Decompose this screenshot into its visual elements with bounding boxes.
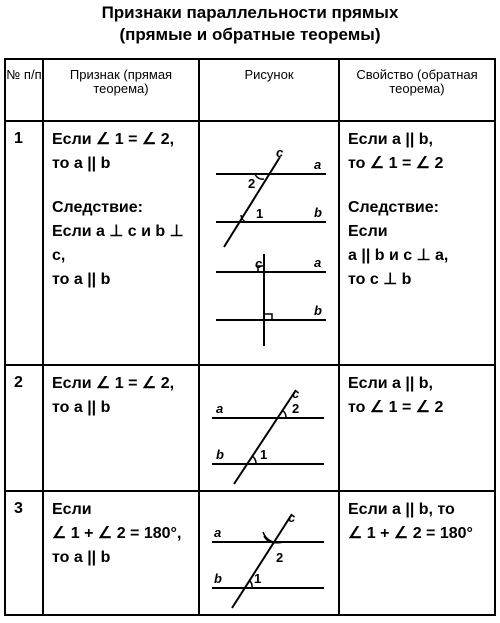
page-subtitle: (прямые и обратные теоремы) (119, 25, 381, 44)
label-a: a (216, 401, 224, 416)
header-figure: Рисунок (199, 59, 339, 121)
table-row (5, 491, 495, 615)
row-number: 2 (5, 365, 43, 491)
figure-3 (200, 492, 340, 612)
angle-1-label: 1 (260, 447, 268, 462)
figure-cell (199, 491, 339, 615)
sign-cell (43, 491, 199, 615)
label-c: c (292, 386, 300, 401)
sign-line: то a || b (52, 549, 111, 566)
angle-2-label: 2 (292, 401, 300, 416)
label-b: b (314, 303, 322, 318)
header-row (5, 59, 495, 121)
property-line: Если a || b, (348, 131, 433, 148)
angle-1-label: 1 (256, 206, 264, 221)
sign-line: ∠ 1 + ∠ 2 = 180°, (52, 525, 182, 542)
label-c: c (255, 256, 263, 271)
angle-2-label: 2 (248, 176, 256, 191)
sign-cell (43, 365, 199, 491)
parallel-lines-table (4, 58, 496, 616)
header-num: № п/п (5, 59, 43, 121)
property-line: то ∠ 1 = ∠ 2 (348, 155, 444, 172)
corollary-line: a || b и c ⊥ a, (348, 247, 449, 264)
header-sign: Признак (прямая теорема) (43, 59, 199, 121)
figure-1 (200, 122, 340, 362)
table-row (5, 365, 495, 491)
sign-line: Если (52, 501, 92, 518)
property-cell (339, 121, 495, 365)
corollary-line: то a || b (52, 271, 111, 288)
property-line: Если a || b, то (348, 501, 455, 518)
label-a: a (314, 255, 322, 270)
property-line: ∠ 1 + ∠ 2 = 180° (348, 525, 473, 542)
property-line: то ∠ 1 = ∠ 2 (348, 399, 444, 416)
label-a: a (314, 157, 322, 172)
figure-cell (199, 365, 339, 491)
page-title: Признаки параллельности прямых (101, 3, 399, 22)
header-property: Свойство (обратная теорема) (339, 59, 495, 121)
corollary-title: Следствие: (52, 199, 143, 216)
sign-cell (43, 121, 199, 365)
property-cell (339, 491, 495, 615)
corollary-line: то c ⊥ b (348, 271, 412, 288)
label-b: b (216, 447, 224, 462)
corollary-line: Если (348, 223, 388, 240)
corollary-title: Следствие: (348, 199, 439, 216)
row-number: 3 (5, 491, 43, 615)
figure-2 (200, 366, 340, 488)
label-c: c (288, 510, 296, 525)
sign-line: Если ∠ 1 = ∠ 2, (52, 375, 175, 392)
label-b: b (314, 205, 322, 220)
label-a: a (214, 525, 222, 540)
table-row (5, 121, 495, 365)
property-cell (339, 365, 495, 491)
figure-cell (199, 121, 339, 365)
sign-line: то a || b (52, 155, 111, 172)
angle-2-label: 2 (276, 550, 284, 565)
corollary-line: Если a ⊥ c и b ⊥ c, (52, 223, 184, 264)
label-b: b (214, 571, 222, 586)
angle-1-label: 1 (254, 571, 262, 586)
label-c: c (276, 145, 284, 160)
property-line: Если a || b, (348, 375, 433, 392)
sign-line: то a || b (52, 399, 111, 416)
sign-line: Если ∠ 1 = ∠ 2, (52, 131, 175, 148)
row-number: 1 (5, 121, 43, 365)
